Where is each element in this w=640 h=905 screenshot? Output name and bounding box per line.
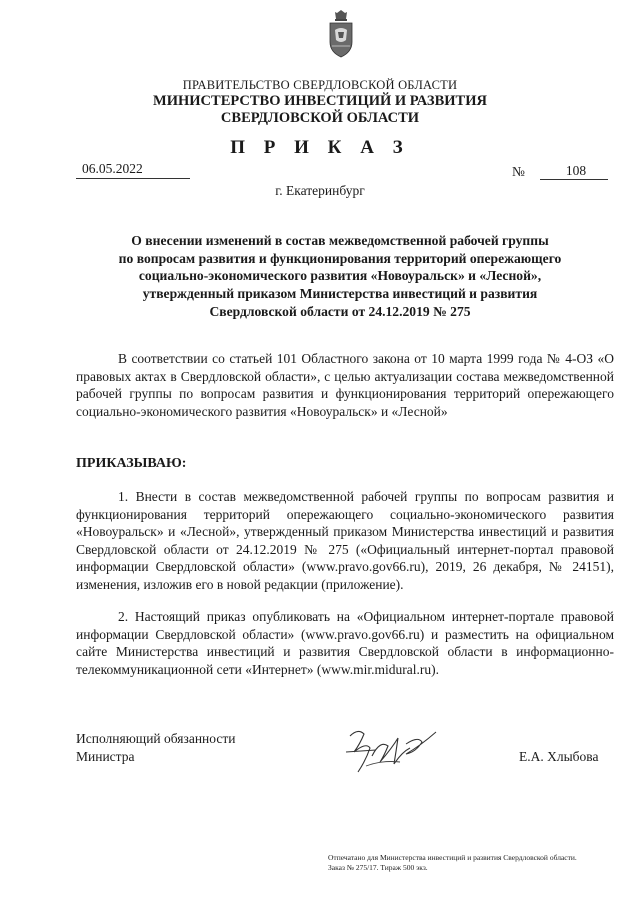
- order-number-label: №: [512, 164, 525, 179]
- footer-line1: Отпечатано для Министерства инвестиций и развития Свердловской области.: [328, 853, 577, 862]
- signatory-name: Е.А. Хлыбова: [519, 749, 599, 764]
- title-line: по вопросам развития и функционирования территорий опережающего: [118, 250, 562, 266]
- government-name: ПРАВИТЕЛЬСТВО СВЕРДЛОВСКОЙ ОБЛАСТИ: [182, 78, 458, 92]
- order-number: 108: [565, 163, 587, 178]
- title-line: социально-экономического развития «Новоуральск» и «Лесной»,: [138, 268, 542, 284]
- footer-line2: Заказ № 275/17. Тираж 500 экз.: [328, 863, 428, 872]
- signatory-role-line2: Министра: [76, 748, 135, 764]
- order-title: [60, 232, 620, 321]
- title-line: О внесении изменений в состав межведомственной рабочей группы: [131, 233, 549, 248]
- document-type: П Р И К А З: [230, 137, 410, 158]
- order-date: 06.05.2022: [82, 161, 143, 176]
- print-footer: [328, 853, 577, 873]
- order-item-2: 2. Настоящий приказ опубликовать на «Официальном интернет-портале правовой информации Свердловской области» (www.pravo.gov66.ru) и разместить на официальном сайте Министерства инвестиций и развития Свердловской области в информационно-телекоммуникационной сети «Интернет» (www.mir.midural.ru).: [76, 609, 614, 677]
- signatory-role: [76, 730, 235, 765]
- order-directive: ПРИКАЗЫВАЮ:: [76, 456, 187, 471]
- date-underline: [76, 178, 190, 179]
- signatory-role-line1: Исполняющий обязанности: [76, 731, 236, 746]
- title-line: Свердловской области от 24.12.2019 № 275: [209, 303, 471, 319]
- ministry-name-line2: СВЕРДЛОВСКОЙ ОБЛАСТИ: [220, 110, 420, 126]
- ministry-name-line1: МИНИСТЕРСТВО ИНВЕСТИЦИЙ И РАЗВИТИЯ: [153, 93, 487, 109]
- coat-of-arms-icon: [327, 10, 355, 58]
- city: г. Екатеринбург: [275, 183, 365, 198]
- preamble-paragraph: В соответствии со статьей 101 Областного закона от 10 марта 1999 года № 4-ОЗ «О правовых актах в Свердловской области», с целью актуализации состава межведомственной рабочей группы по вопросам развития и функционирования территорий опережающего социально-экономического развития «Новоуральск» и «Лесной»: [76, 351, 614, 419]
- handwritten-signature: [336, 722, 446, 782]
- number-underline: [540, 179, 608, 180]
- order-item-1: 1. Внести в состав межведомственной рабочей группы по вопросам развития и функционирования территорий опережающего социально-экономического развития «Новоуральск» и «Лесной», утвержденный приказом Министерства инвестиций и развития Свердловской области от 24.12.2019 № 275 («Официальный интернет-портал правовой информации Свердловской области» (www.pravo.gov66.ru), 2019, 26 декабря, № 24151), изменения, изложив его в новой редакции (приложение).: [76, 489, 614, 592]
- title-line: утвержденный приказом Министерства инвестиций и развития: [142, 286, 538, 302]
